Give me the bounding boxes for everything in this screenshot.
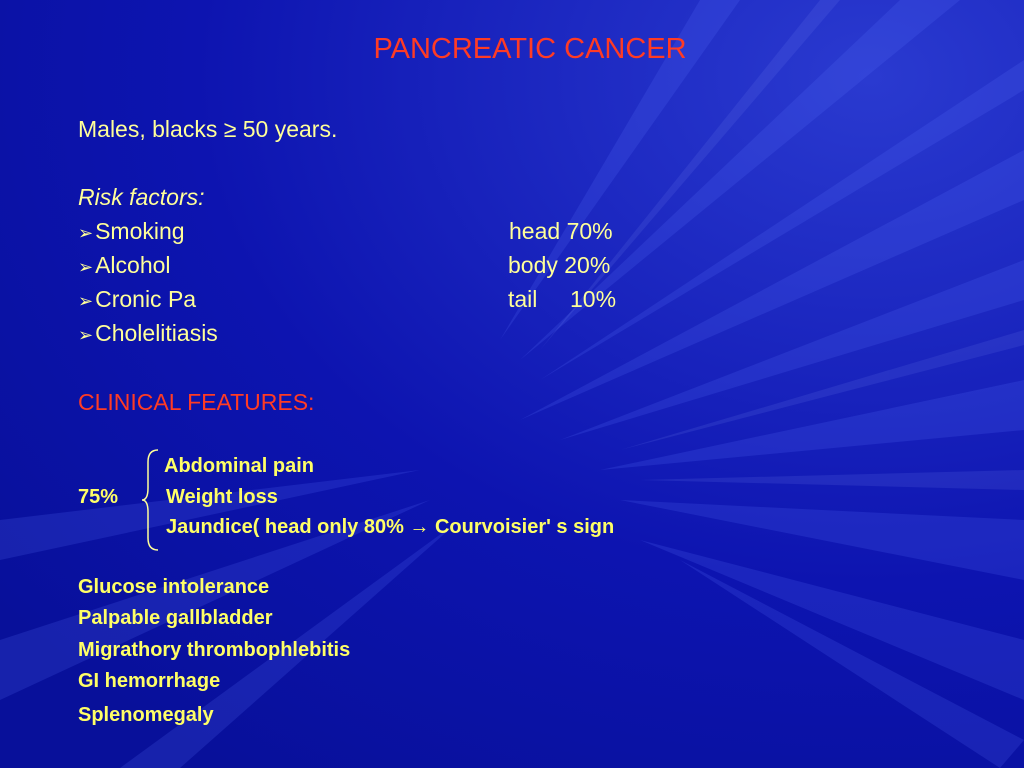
feature-item: Glucose intolerance — [78, 576, 270, 598]
left-brace — [140, 448, 160, 552]
brace-item: Weight loss — [166, 486, 278, 508]
location-row — [508, 286, 616, 313]
location-percent: 70% — [566, 218, 613, 244]
location-row — [509, 218, 613, 245]
feature-item: GI hemorrhage — [78, 670, 221, 692]
location-site: tail — [508, 286, 538, 312]
arrow-bullet-icon: ➢ — [78, 325, 94, 345]
feature-item: Migrathory thrombophlebitis — [78, 639, 351, 661]
risk-factor-item — [78, 320, 218, 347]
risk-factor-item — [78, 286, 196, 313]
feature-item: Palpable gallbladder — [78, 607, 273, 629]
risk-factor-label: Alcohol — [95, 252, 171, 278]
location-row — [508, 252, 610, 279]
arrow-bullet-icon: ➢ — [78, 223, 94, 243]
risk-factors-heading: Risk factors: — [78, 184, 205, 210]
location-percent: 20% — [564, 252, 611, 278]
risk-factor-label: Cronic Pa — [95, 286, 197, 312]
arrow-bullet-icon: ➢ — [78, 257, 94, 277]
brace-item: Jaundice( head only 80% → Courvoisier' s sign — [166, 516, 615, 538]
demographic-text: Males, blacks ≥ 50 years. — [78, 116, 338, 142]
slide-title: PANCREATIC CANCER — [373, 33, 687, 65]
risk-factor-item — [78, 252, 171, 279]
brace-item: Abdominal pain — [164, 455, 314, 477]
risk-factor-item — [78, 218, 185, 245]
location-site: head — [509, 218, 561, 244]
brace-percent: 75% — [78, 486, 119, 508]
risk-factor-label: Smoking — [95, 218, 185, 244]
clinical-features-heading: CLINICAL FEATURES: — [78, 389, 315, 415]
location-percent: 10% — [570, 286, 617, 312]
location-site: body — [508, 252, 558, 278]
risk-factor-label: Cholelitiasis — [95, 320, 218, 346]
arrow-bullet-icon: ➢ — [78, 291, 94, 311]
feature-item: Splenomegaly — [78, 704, 214, 726]
